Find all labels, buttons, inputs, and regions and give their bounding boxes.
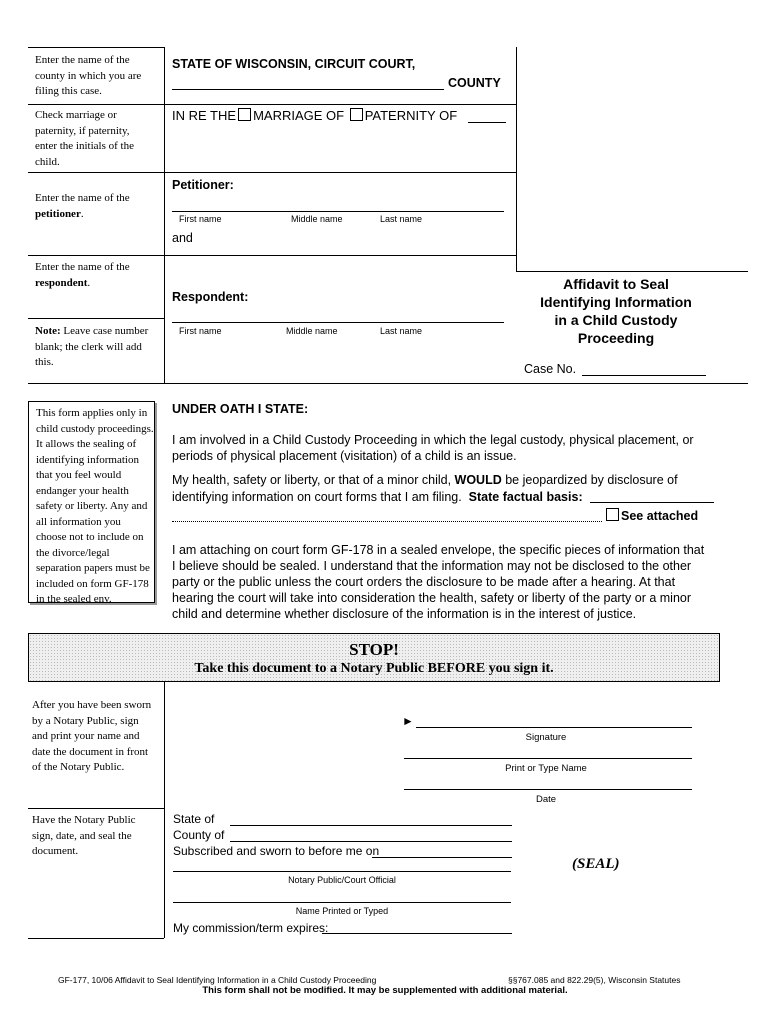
- form-title-line1: Affidavit to Seal: [563, 276, 669, 292]
- sworn-help: After you have been sworn by a Notary Public, sign and print your name and date the document in front of the Notary Public.: [32, 699, 152, 773]
- seal-label: (SEAL): [572, 856, 620, 872]
- respondent-label: Respondent:: [172, 290, 249, 304]
- date-label: Date: [535, 794, 557, 805]
- form-title-line3: in a Child Custody: [554, 312, 678, 328]
- oath-paragraph-2: My health, safety or liberty, or that of a minor child, WOULD be jeopardized by disclosure of: [172, 473, 678, 487]
- section-rule: [28, 172, 516, 173]
- form-title-line2: Identifying Information: [540, 294, 692, 310]
- factual-basis-label: State factual basis:: [468, 490, 583, 504]
- caption-rule: [516, 47, 517, 271]
- date-field[interactable]: [404, 789, 692, 790]
- petitioner-last-name-label: Last name: [380, 214, 423, 224]
- section-rule: [516, 271, 748, 272]
- check-help: Check marriage or paternity, if paternity, enter the initials of the child.: [35, 109, 134, 168]
- subscribed-label: Subscribed and sworn to before me on: [173, 844, 380, 858]
- see-attached: See attached: [606, 508, 698, 523]
- stop-title: STOP!: [349, 640, 399, 659]
- notary-help: Have the Notary Public sign, date, and seal the document.: [32, 814, 136, 857]
- respondent-first-name-label: First name: [179, 326, 222, 336]
- footer-notice: This form shall not be modified. It may be supplemented with additional material.: [202, 985, 568, 996]
- notary-official-field[interactable]: [173, 871, 511, 872]
- oath-paragraph-1: I am involved in a Child Custody Proceeding in which the legal custody, physical placement, or periods of physical placement (visitation) of a child is an issue.: [172, 433, 694, 463]
- see-attached-checkbox[interactable]: [606, 508, 619, 521]
- form-title: [520, 275, 712, 347]
- factual-basis-field[interactable]: [590, 502, 714, 503]
- commission-field[interactable]: [322, 933, 512, 934]
- paternity-label: PATERNITY OF: [364, 108, 458, 123]
- marriage-label: MARRIAGE OF: [253, 108, 345, 123]
- oath-paragraph-3: I am attaching on court form GF-178 in a sealed envelope, the specific pieces of information that I believe should be sealed. I understand that the information may not be disclosed to the other party or the public unless the court orders the disclosure to be made after a hearing. At that hearing the court will take into consideration the health, safety or liberty of the party or a minor child and determine whether disclosure of the information is in the interest of justice.: [172, 543, 705, 621]
- footer-statutes: §§767.085 and 822.29(5), Wisconsin Statutes: [508, 975, 681, 985]
- county-help: Enter the name of the county in which you are filing this case.: [35, 54, 142, 97]
- signature-label: Signature: [525, 732, 567, 743]
- paternity-checkbox[interactable]: [350, 108, 363, 121]
- county-of-field[interactable]: [230, 841, 512, 842]
- sidebar-rule-lower: [164, 682, 165, 938]
- commission-label: My commission/term expires:: [173, 921, 329, 935]
- signature-field[interactable]: [416, 727, 692, 728]
- notary-name-label: Name Printed or Typed: [295, 906, 389, 916]
- bottom-rule: [28, 938, 164, 939]
- petitioner-help: Enter the name of the petitioner.: [35, 192, 130, 220]
- state-of-field[interactable]: [230, 825, 512, 826]
- form-title-line4: Proceeding: [577, 330, 655, 346]
- petitioner-name-field[interactable]: [172, 211, 504, 212]
- in-re-label: IN RE THE: [172, 108, 237, 123]
- note-help: Note: Leave case number blank; the clerk will add this.: [35, 325, 149, 368]
- subscribed-date-field[interactable]: [372, 857, 512, 858]
- oath-paragraph-2b: identifying information on court forms that I am filing. State factual basis:: [172, 490, 583, 504]
- section-rule: [28, 104, 516, 105]
- applies-box: [28, 401, 155, 603]
- factual-basis-field-line2[interactable]: [172, 521, 602, 522]
- marriage-checkbox[interactable]: [238, 108, 251, 121]
- child-initials-field[interactable]: [468, 122, 506, 123]
- respondent-middle-name-label: Middle name: [286, 326, 338, 336]
- respondent-help: Enter the name of the respondent.: [35, 261, 130, 289]
- case-no-label: Case No.: [524, 362, 577, 376]
- and-label: and: [172, 231, 193, 245]
- county-of-label: County of: [173, 828, 225, 842]
- respondent-last-name-label: Last name: [380, 326, 423, 336]
- oath-heading: UNDER OATH I STATE:: [172, 402, 309, 416]
- respondent-name-field[interactable]: [172, 322, 504, 323]
- stop-subtitle: Take this document to a Notary Public BEFORE you sign it.: [194, 661, 554, 676]
- sidebar-rule-lower: [28, 808, 164, 809]
- print-name-label: Print or Type Name: [505, 763, 587, 774]
- caption-bottom-rule: [28, 383, 748, 384]
- notary-official-label: Notary Public/Court Official: [288, 875, 396, 885]
- signature-arrow: ►: [402, 714, 414, 728]
- petitioner-first-name-label: First name: [179, 214, 222, 224]
- notary-name-field[interactable]: [173, 902, 511, 903]
- state-of-label: State of: [173, 812, 215, 826]
- in-re-line: [172, 108, 457, 123]
- print-name-field[interactable]: [404, 758, 692, 759]
- petitioner-middle-name-label: Middle name: [291, 214, 343, 224]
- county-word: COUNTY: [448, 76, 501, 90]
- top-rule: [28, 47, 164, 48]
- sidebar-rule: [164, 47, 165, 383]
- section-rule: [28, 255, 516, 256]
- court-heading: STATE OF WISCONSIN, CIRCUIT COURT,: [172, 57, 416, 71]
- footer-form-id: GF-177, 10/06 Affidavit to Seal Identifying Information in a Child Custody Proceeding: [58, 975, 377, 985]
- stop-banner: [28, 633, 720, 682]
- section-rule: [28, 318, 164, 319]
- county-field[interactable]: [172, 89, 444, 90]
- case-no-field[interactable]: [582, 375, 706, 376]
- applies-box-text: This form applies only in child custody proceedings. It allows the sealing of identifying information that you feel would endanger your health safety or liberty. Any and all information you choose not to include on the divorce/legal separation papers must be included on form GF-178 in the sealed env.: [36, 407, 154, 605]
- petitioner-label: Petitioner:: [172, 178, 234, 192]
